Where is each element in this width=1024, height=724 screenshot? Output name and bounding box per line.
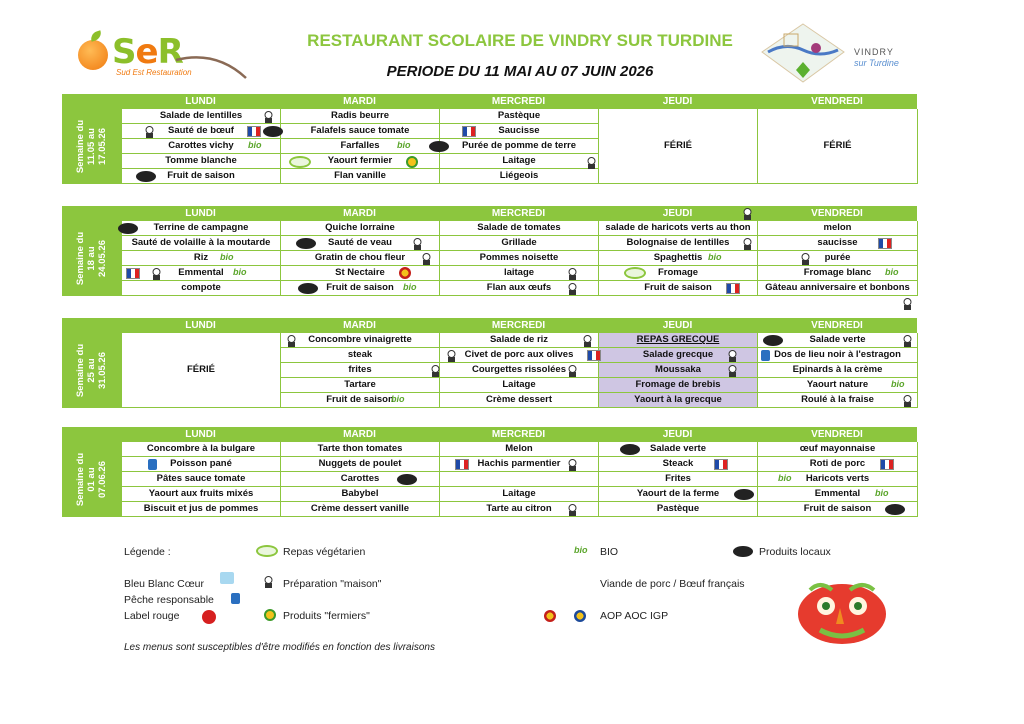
chef-icon [741, 237, 754, 249]
french-meat-icon [880, 459, 894, 470]
menu-cell: Flan aux œufs [440, 281, 599, 296]
vegetarian-icon [256, 545, 278, 557]
farm-products-icon [264, 609, 276, 621]
menu-cell: Yaourt de la ferme [599, 487, 758, 502]
menu-cell: Radis beurre [281, 109, 440, 124]
vegetarian-icon [289, 156, 311, 168]
legend-title: Légende : [124, 546, 171, 558]
french-meat-icon [587, 350, 601, 361]
menu-cell: Emmental [122, 266, 281, 281]
day-header-lundi: LUNDI [185, 208, 216, 219]
chef-icon [566, 458, 579, 470]
menu-cell: Carottes [281, 472, 440, 487]
vindry-logo [756, 22, 916, 84]
menu-cell: Sauté de volaille à la moutarde [122, 236, 281, 251]
local-products-icon [885, 504, 905, 515]
local-products-icon [136, 171, 156, 182]
day-header-lundi: LUNDI [185, 96, 216, 107]
chef-icon [901, 394, 914, 406]
local-products-icon [298, 283, 318, 294]
menu-cell: Laitage [440, 378, 599, 393]
menu-cell: Crème dessert [440, 393, 599, 408]
menu-cell: Quiche lorraine [281, 221, 440, 236]
legend-bio: BIO [600, 546, 619, 558]
chef-icon [566, 364, 579, 376]
day-header-mercredi: MERCREDI [491, 208, 546, 219]
menu-cell: Gâteau anniversaire et bonbons [758, 281, 918, 296]
chef-icon [566, 282, 579, 294]
week-label: Semaine du 18 au 24.05.26 [74, 231, 108, 286]
french-meat-icon [455, 459, 469, 470]
ser-tagline: Sud Est Restauration [116, 68, 192, 77]
menu-cell: œuf mayonnaise [758, 442, 918, 457]
day-header-vendredi: VENDREDI [811, 429, 863, 440]
menu-cell: Concombre à la bulgare [122, 442, 281, 457]
menu-cell: Hachis parmentier [440, 457, 599, 472]
menu-cell: Dos de lieu noir à l'estragon [758, 348, 918, 363]
local-products-icon [733, 546, 753, 557]
legend-maison: Préparation "maison" [283, 578, 382, 590]
legend-local: Produits locaux [759, 546, 831, 558]
week-label-cell [62, 442, 121, 517]
menu-cell: Yaourt nature [758, 378, 918, 393]
bio-icon: bio [778, 473, 792, 483]
bio-icon: bio [233, 267, 247, 277]
chef-icon [411, 237, 424, 249]
chef-icon [420, 252, 433, 264]
menu-cell: Frites [599, 472, 758, 487]
day-header-lundi: LUNDI [185, 320, 216, 331]
week-label-cell [62, 221, 121, 296]
menu-cell: purée [758, 251, 918, 266]
day-header-vendredi: VENDREDI [811, 96, 863, 107]
menu-cell: Tarte thon tomates [281, 442, 440, 457]
vindry-text: VINDRY [854, 47, 894, 57]
chef-icon [429, 364, 442, 376]
bleu-blanc-coeur-icon [220, 572, 234, 584]
vegetarian-icon [624, 267, 646, 279]
menu-cell: Biscuit et jus de pommes [122, 502, 281, 517]
week-label: Semaine du 11.05 au 17.05.26 [74, 119, 108, 174]
day-header-jeudi: JEUDI [662, 96, 693, 107]
french-meat-icon [126, 268, 140, 279]
day-header-vendredi: VENDREDI [811, 208, 863, 219]
farm-products-icon [406, 156, 418, 168]
menu-cell: Salade verte [758, 333, 918, 348]
menu-cell: Saucisse [440, 124, 599, 139]
chef-icon [726, 364, 739, 376]
local-products-icon [763, 335, 783, 346]
day-header-jeudi: JEUDI [662, 320, 693, 331]
page-title: RESTAURANT SCOLAIRE DE VINDRY SUR TURDINE [307, 31, 733, 50]
menu-cell: salade de haricots verts au thon [599, 221, 758, 236]
menu-cell: Pâtes sauce tomate [122, 472, 281, 487]
menu-cell: compote [122, 281, 281, 296]
menu-cell: Riz [122, 251, 281, 266]
local-products-icon [263, 126, 283, 137]
menu-cell: saucisse [758, 236, 918, 251]
menu-cell: Steack [599, 457, 758, 472]
vindry-subtext: sur Turdine [854, 58, 899, 68]
menu-cell: frites [281, 363, 440, 378]
menu-cell: Fromage [599, 266, 758, 281]
ser-logo [76, 30, 256, 82]
chef-icon [143, 125, 156, 137]
chef-icon [741, 207, 754, 219]
day-header-mardi: MARDI [343, 96, 376, 107]
chef-icon [901, 297, 914, 309]
menu-cell: Purée de pomme de terre [440, 139, 599, 154]
menu-cell: Courgettes rissolées [440, 363, 599, 378]
chef-icon [566, 503, 579, 515]
menu-cell: Tomme blanche [122, 154, 281, 169]
local-products-icon [620, 444, 640, 455]
fruit-face-image [790, 578, 890, 646]
menu-cell: Concombre vinaigrette [281, 333, 440, 348]
sustainable-fishing-icon [761, 350, 770, 361]
menu-cell: Farfalles [281, 139, 440, 154]
legend-peche: Pêche responsable [124, 594, 214, 606]
menu-cell: Gratin de chou fleur [281, 251, 440, 266]
day-header-mardi: MARDI [343, 320, 376, 331]
week-label: Semaine du 01 au 07.06.26 [74, 452, 108, 507]
period-subtitle: PERIODE DU 11 MAI AU 07 JUIN 2026 [386, 63, 654, 80]
sustainable-fishing-icon [231, 593, 240, 604]
label-rouge-icon [202, 610, 216, 624]
menu-cell: melon [758, 221, 918, 236]
menu-cell: Tarte au citron [440, 502, 599, 517]
menu-cell: Salade de lentilles [122, 109, 281, 124]
menu-cell: Melon [440, 442, 599, 457]
menu-cell: Yaourt fermier [281, 154, 440, 169]
local-products-icon [397, 474, 417, 485]
day-header-mercredi: MERCREDI [491, 96, 546, 107]
menu-cell: Fromage de brebis [599, 378, 758, 393]
menu-cell: Pastèque [599, 502, 758, 517]
bio-icon: bio [403, 282, 417, 292]
french-meat-icon [714, 459, 728, 470]
menu-cell: Spaghettis [599, 251, 758, 266]
menu-cell: Fruit de saison [281, 393, 440, 408]
menu-cell: Moussaka [599, 363, 758, 378]
french-meat-icon [462, 126, 476, 137]
chef-icon [566, 267, 579, 279]
chef-icon [726, 349, 739, 361]
sustainable-fishing-icon [148, 459, 157, 470]
bio-icon: bio [875, 488, 889, 498]
day-header-mardi: MARDI [343, 429, 376, 440]
menu-cell: steak [281, 348, 440, 363]
theme-meal-title: REPAS GRECQUE [599, 333, 758, 348]
menu-cell: Civet de porc aux olives [440, 348, 599, 363]
menu-cell: Terrine de campagne [122, 221, 281, 236]
menu-cell: Pastèque [440, 109, 599, 124]
chef-icon [585, 156, 598, 168]
legend-vpf: Viande de porc / Bœuf français [600, 578, 745, 590]
menu-cell: laitage [440, 266, 599, 281]
ser-logo-text: SeR [112, 32, 183, 72]
legend-fermiers: Produits "fermiers" [283, 610, 370, 622]
local-products-icon [734, 489, 754, 500]
menu-cell: Fruit de saison [758, 502, 918, 517]
menu-cell: Yaourt aux fruits mixés [122, 487, 281, 502]
menu-cell: Sauté de veau [281, 236, 440, 251]
menu-cell: Bolognaise de lentilles [599, 236, 758, 251]
legend-aop: AOP AOC IGP [600, 610, 669, 622]
menu-cell: Nuggets de poulet [281, 457, 440, 472]
menu-cell: Roti de porc [758, 457, 918, 472]
chef-icon [150, 267, 163, 279]
menu-cell: Tartare [281, 378, 440, 393]
bio-icon: bio [220, 252, 234, 262]
menu-cell: Laitage [440, 487, 599, 502]
french-meat-icon [726, 283, 740, 294]
day-header-mercredi: MERCREDI [491, 429, 546, 440]
bio-icon: bio [391, 394, 405, 404]
local-products-icon [429, 141, 449, 152]
menu-cell: Salade de tomates [440, 221, 599, 236]
menu-cell: Babybel [281, 487, 440, 502]
legend-label-rouge: Label rouge [124, 610, 180, 622]
bio-icon: bio [248, 140, 262, 150]
apple-icon [78, 40, 108, 70]
menu-cell: Falafels sauce tomate [281, 124, 440, 139]
week-label-cell [62, 109, 121, 184]
swoosh-icon [136, 52, 256, 82]
bio-icon: bio [574, 545, 588, 555]
day-header-mercredi: MERCREDI [491, 320, 546, 331]
day-header-jeudi: JEUDI [662, 208, 693, 219]
bio-icon: bio [397, 140, 411, 150]
menu-cell: St Nectaire [281, 266, 440, 281]
menu-cell: Epinards à la crème [758, 363, 918, 378]
menu-cell: Liégeois [440, 169, 599, 184]
week-label: Semaine du 25 au 31.05.26 [74, 343, 108, 398]
week-label-cell [62, 333, 121, 408]
french-meat-icon [878, 238, 892, 249]
footer-note: Les menus sont susceptibles d'être modifiés en fonction des livraisons [124, 642, 435, 653]
menu-cell: Yaourt à la grecque [599, 393, 758, 408]
day-header-lundi: LUNDI [185, 429, 216, 440]
chef-icon [262, 575, 275, 587]
menu-cell: Poisson pané [122, 457, 281, 472]
menu-cell: Flan vanille [281, 169, 440, 184]
local-products-icon [296, 238, 316, 249]
legend-veg: Repas végétarien [283, 546, 366, 558]
chef-icon [581, 334, 594, 346]
menu-cell: Fruit de saison [122, 169, 281, 184]
leaf-icon [89, 30, 103, 42]
menu-cell: Fruit de saison [599, 281, 758, 296]
day-header-jeudi: JEUDI [662, 429, 693, 440]
menu-cell: Crème dessert vanille [281, 502, 440, 517]
day-header-vendredi: VENDREDI [811, 320, 863, 331]
menu-cell: Pommes noisette [440, 251, 599, 266]
menu-cell: Fromage blanc [758, 266, 918, 281]
chef-icon [262, 110, 275, 122]
bio-icon: bio [708, 252, 722, 262]
vindry-emblem-icon [756, 22, 851, 84]
menu-cell: Salade verte [599, 442, 758, 457]
igp-icon [574, 610, 586, 622]
chef-icon [799, 252, 812, 264]
menu-cell: Laitage [440, 154, 599, 169]
holiday-cell: FÉRIÉ [599, 109, 758, 184]
bio-icon: bio [885, 267, 899, 277]
menu-cell: Emmental [758, 487, 918, 502]
aop-icon [544, 610, 556, 622]
menu-cell: Fruit de saison [281, 281, 440, 296]
menu-cell: Sauté de bœuf [122, 124, 281, 139]
local-products-icon [118, 223, 138, 234]
menu-cell: Salade de riz [440, 333, 599, 348]
menu-cell: Salade grecque [599, 348, 758, 363]
holiday-cell: FÉRIÉ [758, 109, 918, 184]
menu-cell [440, 472, 599, 487]
menu-cell: Carottes vichy [122, 139, 281, 154]
holiday-cell: FÉRIÉ [122, 333, 281, 408]
chef-icon [445, 349, 458, 361]
chef-icon [901, 334, 914, 346]
chef-icon [285, 334, 298, 346]
french-meat-icon [247, 126, 261, 137]
aop-icon [399, 267, 411, 279]
menu-cell: Grillade [440, 236, 599, 251]
legend-bbc: Bleu Blanc Cœur [124, 578, 204, 590]
menu-cell: Haricots verts [758, 472, 918, 487]
menu-cell: Roulé à la fraise [758, 393, 918, 408]
bio-icon: bio [891, 379, 905, 389]
day-header-mardi: MARDI [343, 208, 376, 219]
